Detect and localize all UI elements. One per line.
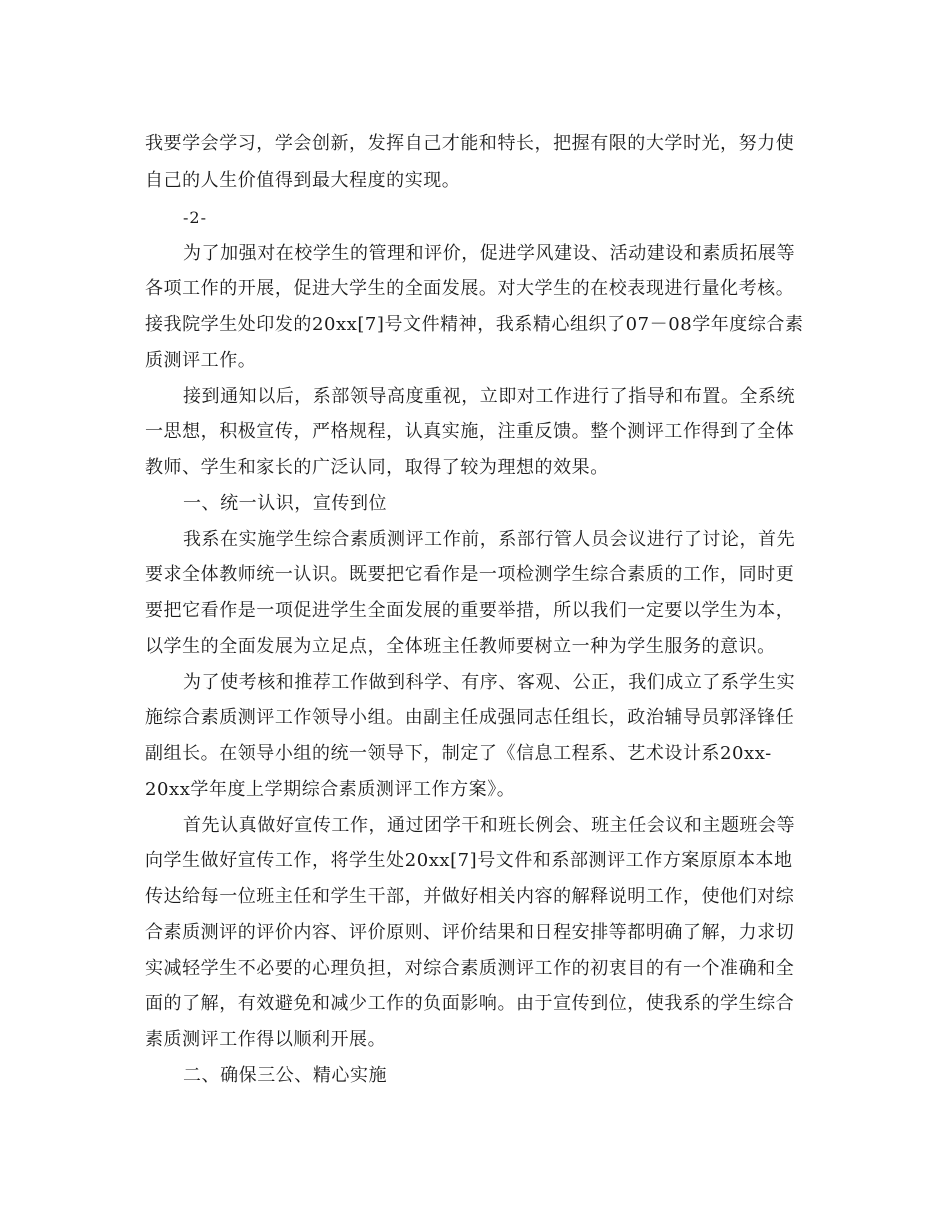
text-line: 以学生的全面发展为立足点，全体班主任教师要树立一种为学生服务的意识。 (145, 636, 776, 657)
text-line: 20xx学年度上学期综合素质测评工作方案》。 (145, 779, 516, 800)
text-line: 接我院学生处印发的20xx[7]号文件精神，我系精心组织了07－08学年度综合素 (145, 314, 804, 335)
text-line: 施综合素质测评工作领导小组。由副主任成强同志任组长，政治辅导员郭泽锋任 (145, 707, 795, 728)
text-line: 为了加强对在校学生的管理和评价，促进学风建设、活动建设和素质拓展等 (183, 243, 796, 264)
text-line: 接到通知以后，系部领导高度重视，立即对工作进行了指导和布置。全系统 (183, 386, 796, 407)
text-line: 副组长。在领导小组的统一领导下，制定了《信息工程系、艺术设计系20xx- (145, 743, 772, 764)
text-line: 要把它看作是一项促进学生全面发展的重要举措，所以我们一定要以学生为本， (145, 600, 795, 621)
text-line: 合素质测评的评价内容、评价原则、评价结果和日程安排等都明确了解，力求切 (145, 922, 795, 943)
text-line: 我要学会学习，学会创新，发挥自己才能和特长，把握有限的大学时光，努力使 (145, 133, 795, 154)
text-line: 面的了解，有效避免和减少工作的负面影响。由于宣传到位，使我系的学生综合 (145, 993, 795, 1014)
text-line: 自己的人生价值得到最大程度的实现。 (145, 170, 461, 191)
text-line: 教师、学生和家长的广泛认同，取得了较为理想的效果。 (145, 457, 609, 478)
text-line: 首先认真做好宣传工作，通过团学干和班长例会、班主任会议和主题班会等 (183, 815, 796, 836)
section-heading: 一、统一认识，宣传到位 (183, 493, 388, 514)
text-line: 向学生做好宣传工作，将学生处20xx[7]号文件和系部测评工作方案原原本本地 (145, 850, 793, 871)
text-line: 各项工作的开展，促进大学生的全面发展。对大学生的在校表现进行量化考核。 (145, 278, 795, 299)
text-line: 传达给每一位班主任和学生干部，并做好相关内容的解释说明工作，使他们对综 (145, 886, 795, 907)
section-heading: 二、确保三公、精心实施 (183, 1065, 388, 1086)
text-line: 质测评工作。 (145, 350, 257, 371)
text-line: 一思想，积极宣传，严格规程，认真实施，注重反馈。整个测评工作得到了全体 (145, 421, 795, 442)
text-line: 素质测评工作得以顺利开展。 (145, 1029, 387, 1050)
page-number: -2- (183, 208, 207, 227)
text-line: 为了使考核和推荐工作做到科学、有序、客观、公正，我们成立了系学生实 (183, 672, 796, 693)
text-line: 我系在实施学生综合素质测评工作前，系部行管人员会议进行了讨论，首先 (183, 529, 796, 550)
text-line: 实减轻学生不必要的心理负担，对综合素质测评工作的初衷目的有一个准确和全 (145, 958, 795, 979)
text-line: 要求全体教师统一认识。既要把它看作是一项检测学生综合素质的工作，同时更 (145, 564, 795, 585)
